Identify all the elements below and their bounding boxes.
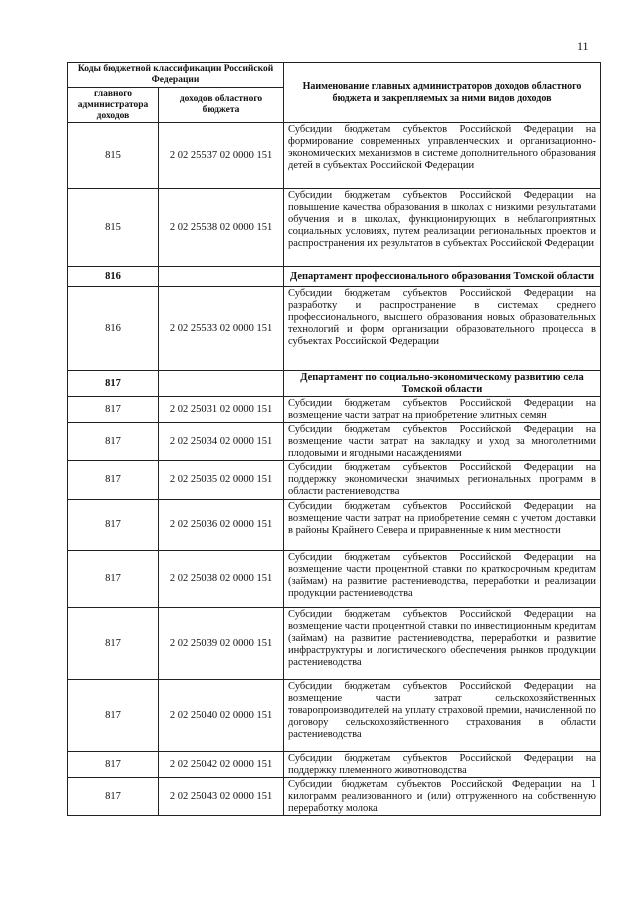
- income-code-cell: 2 02 25035 02 0000 151: [159, 461, 284, 500]
- table-row: [68, 189, 601, 267]
- budget-classification-table: [67, 62, 601, 816]
- table-row: [68, 500, 601, 551]
- description-cell: Субсидии бюджетам субъектов Российской Федерации на возмещение части затрат на закладку и уход за многолетними плодовыми и ягодными насаждениями: [284, 423, 601, 461]
- department-row: [68, 371, 601, 397]
- admin-code-cell: 817: [68, 752, 159, 778]
- table-row: [68, 778, 601, 816]
- income-code-cell: 2 02 25036 02 0000 151: [159, 500, 284, 551]
- description-cell: Субсидии бюджетам субъектов Российской Федерации на поддержку экономически значимых региональных программ в области растениеводства: [284, 461, 601, 500]
- admin-code-cell: 816: [68, 267, 159, 287]
- description-cell: Субсидии бюджетам субъектов Российской Федерации на поддержку племенного животноводства: [284, 752, 601, 778]
- admin-code-cell: 817: [68, 778, 159, 816]
- table-row: [68, 551, 601, 608]
- table-row: [68, 123, 601, 189]
- table-row: [68, 461, 601, 500]
- description-cell: Субсидии бюджетам субъектов Российской Федерации на возмещение части процентной ставки по краткосрочным кредитам (займам) на развитие растениеводства, переработки и реализации продукции растениеводства: [284, 551, 601, 608]
- admin-code-cell: 817: [68, 500, 159, 551]
- income-code-cell: 2 02 25042 02 0000 151: [159, 752, 284, 778]
- income-code-cell: 2 02 25034 02 0000 151: [159, 423, 284, 461]
- table-row: [68, 287, 601, 371]
- income-code-cell: 2 02 25038 02 0000 151: [159, 551, 284, 608]
- income-code-cell: [159, 371, 284, 397]
- header-codes-group: Коды бюджетной классификации Российской Федерации: [68, 63, 284, 88]
- income-code-cell: 2 02 25043 02 0000 151: [159, 778, 284, 816]
- admin-code-cell: 816: [68, 287, 159, 371]
- description-cell: Субсидии бюджетам субъектов Российской Федерации на разработку и распространение в системах среднего профессионального, высшего образования новых образовательных технологий и форм организации образовательного процесса в субъектах Российской Федерации: [284, 287, 601, 371]
- page-number: 11: [577, 39, 589, 53]
- income-code-cell: [159, 267, 284, 287]
- description-cell: Субсидии бюджетам субъектов Российской Федерации на 1 килограмм реализованного и (или) отгруженного на собственную переработку молока: [284, 778, 601, 816]
- table-row: [68, 397, 601, 423]
- table-row: [68, 752, 601, 778]
- description-cell: Субсидии бюджетам субъектов Российской Федерации на возмещение части затрат сельскохозяйственных товаропроизводителей на уплату страховой премии, начисленной по договору сельскохозяйственного страхования в области растениеводства: [284, 680, 601, 752]
- department-row: [68, 267, 601, 287]
- description-cell: Субсидии бюджетам субъектов Российской Федерации на возмещение части затрат на приобретение элитных семян: [284, 397, 601, 423]
- income-code-cell: 2 02 25040 02 0000 151: [159, 680, 284, 752]
- table-row: [68, 608, 601, 680]
- header-name-column: Наименование главных администраторов доходов областного бюджета и закрепляемых за ними видов доходов: [284, 63, 601, 123]
- admin-code-cell: 817: [68, 608, 159, 680]
- admin-code-cell: 815: [68, 123, 159, 189]
- department-name-cell: Департамент по социально-экономическому развитию села Томской области: [284, 371, 601, 397]
- table-body: [68, 123, 601, 816]
- admin-code-cell: 815: [68, 189, 159, 267]
- table-row: [68, 423, 601, 461]
- description-cell: Субсидии бюджетам субъектов Российской Федерации на возмещение части затрат на приобретение семян с учетом доставки в районы Крайнего Севера и приравненные к ним местности: [284, 500, 601, 551]
- admin-code-cell: 817: [68, 551, 159, 608]
- description-cell: Субсидии бюджетам субъектов Российской Федерации на повышение качества образования в школах с низкими результатами обучения и в школах, функционирующих в неблагоприятных социальных условиях, путем реализации региональных проектов и распространения их результатов в субъектах Российской Федерации: [284, 189, 601, 267]
- admin-code-cell: 817: [68, 371, 159, 397]
- department-name-cell: Департамент профессионального образования Томской области: [284, 267, 601, 287]
- description-cell: Субсидии бюджетам субъектов Российской Федерации на возмещение части процентной ставки по инвестиционным кредитам (займам) на развитие растениеводства, переработки и развитие инфраструктуры и логистического обеспечения рынков продукции растениеводства: [284, 608, 601, 680]
- admin-code-cell: 817: [68, 397, 159, 423]
- income-code-cell: 2 02 25533 02 0000 151: [159, 287, 284, 371]
- income-code-cell: 2 02 25031 02 0000 151: [159, 397, 284, 423]
- income-code-cell: 2 02 25039 02 0000 151: [159, 608, 284, 680]
- admin-code-cell: 817: [68, 461, 159, 500]
- header-row-1: [68, 63, 601, 88]
- income-code-cell: 2 02 25537 02 0000 151: [159, 123, 284, 189]
- admin-code-cell: 817: [68, 680, 159, 752]
- table-row: [68, 680, 601, 752]
- description-cell: Субсидии бюджетам субъектов Российской Федерации на формирование современных управленческих и организационно-экономических механизмов в системе дополнительного образования детей в субъектах Российской Федерации: [284, 123, 601, 189]
- income-code-cell: 2 02 25538 02 0000 151: [159, 189, 284, 267]
- header-income-column: доходов областного бюджета: [159, 88, 284, 123]
- admin-code-cell: 817: [68, 423, 159, 461]
- header-admin-column: главного администратора доходов: [68, 88, 159, 123]
